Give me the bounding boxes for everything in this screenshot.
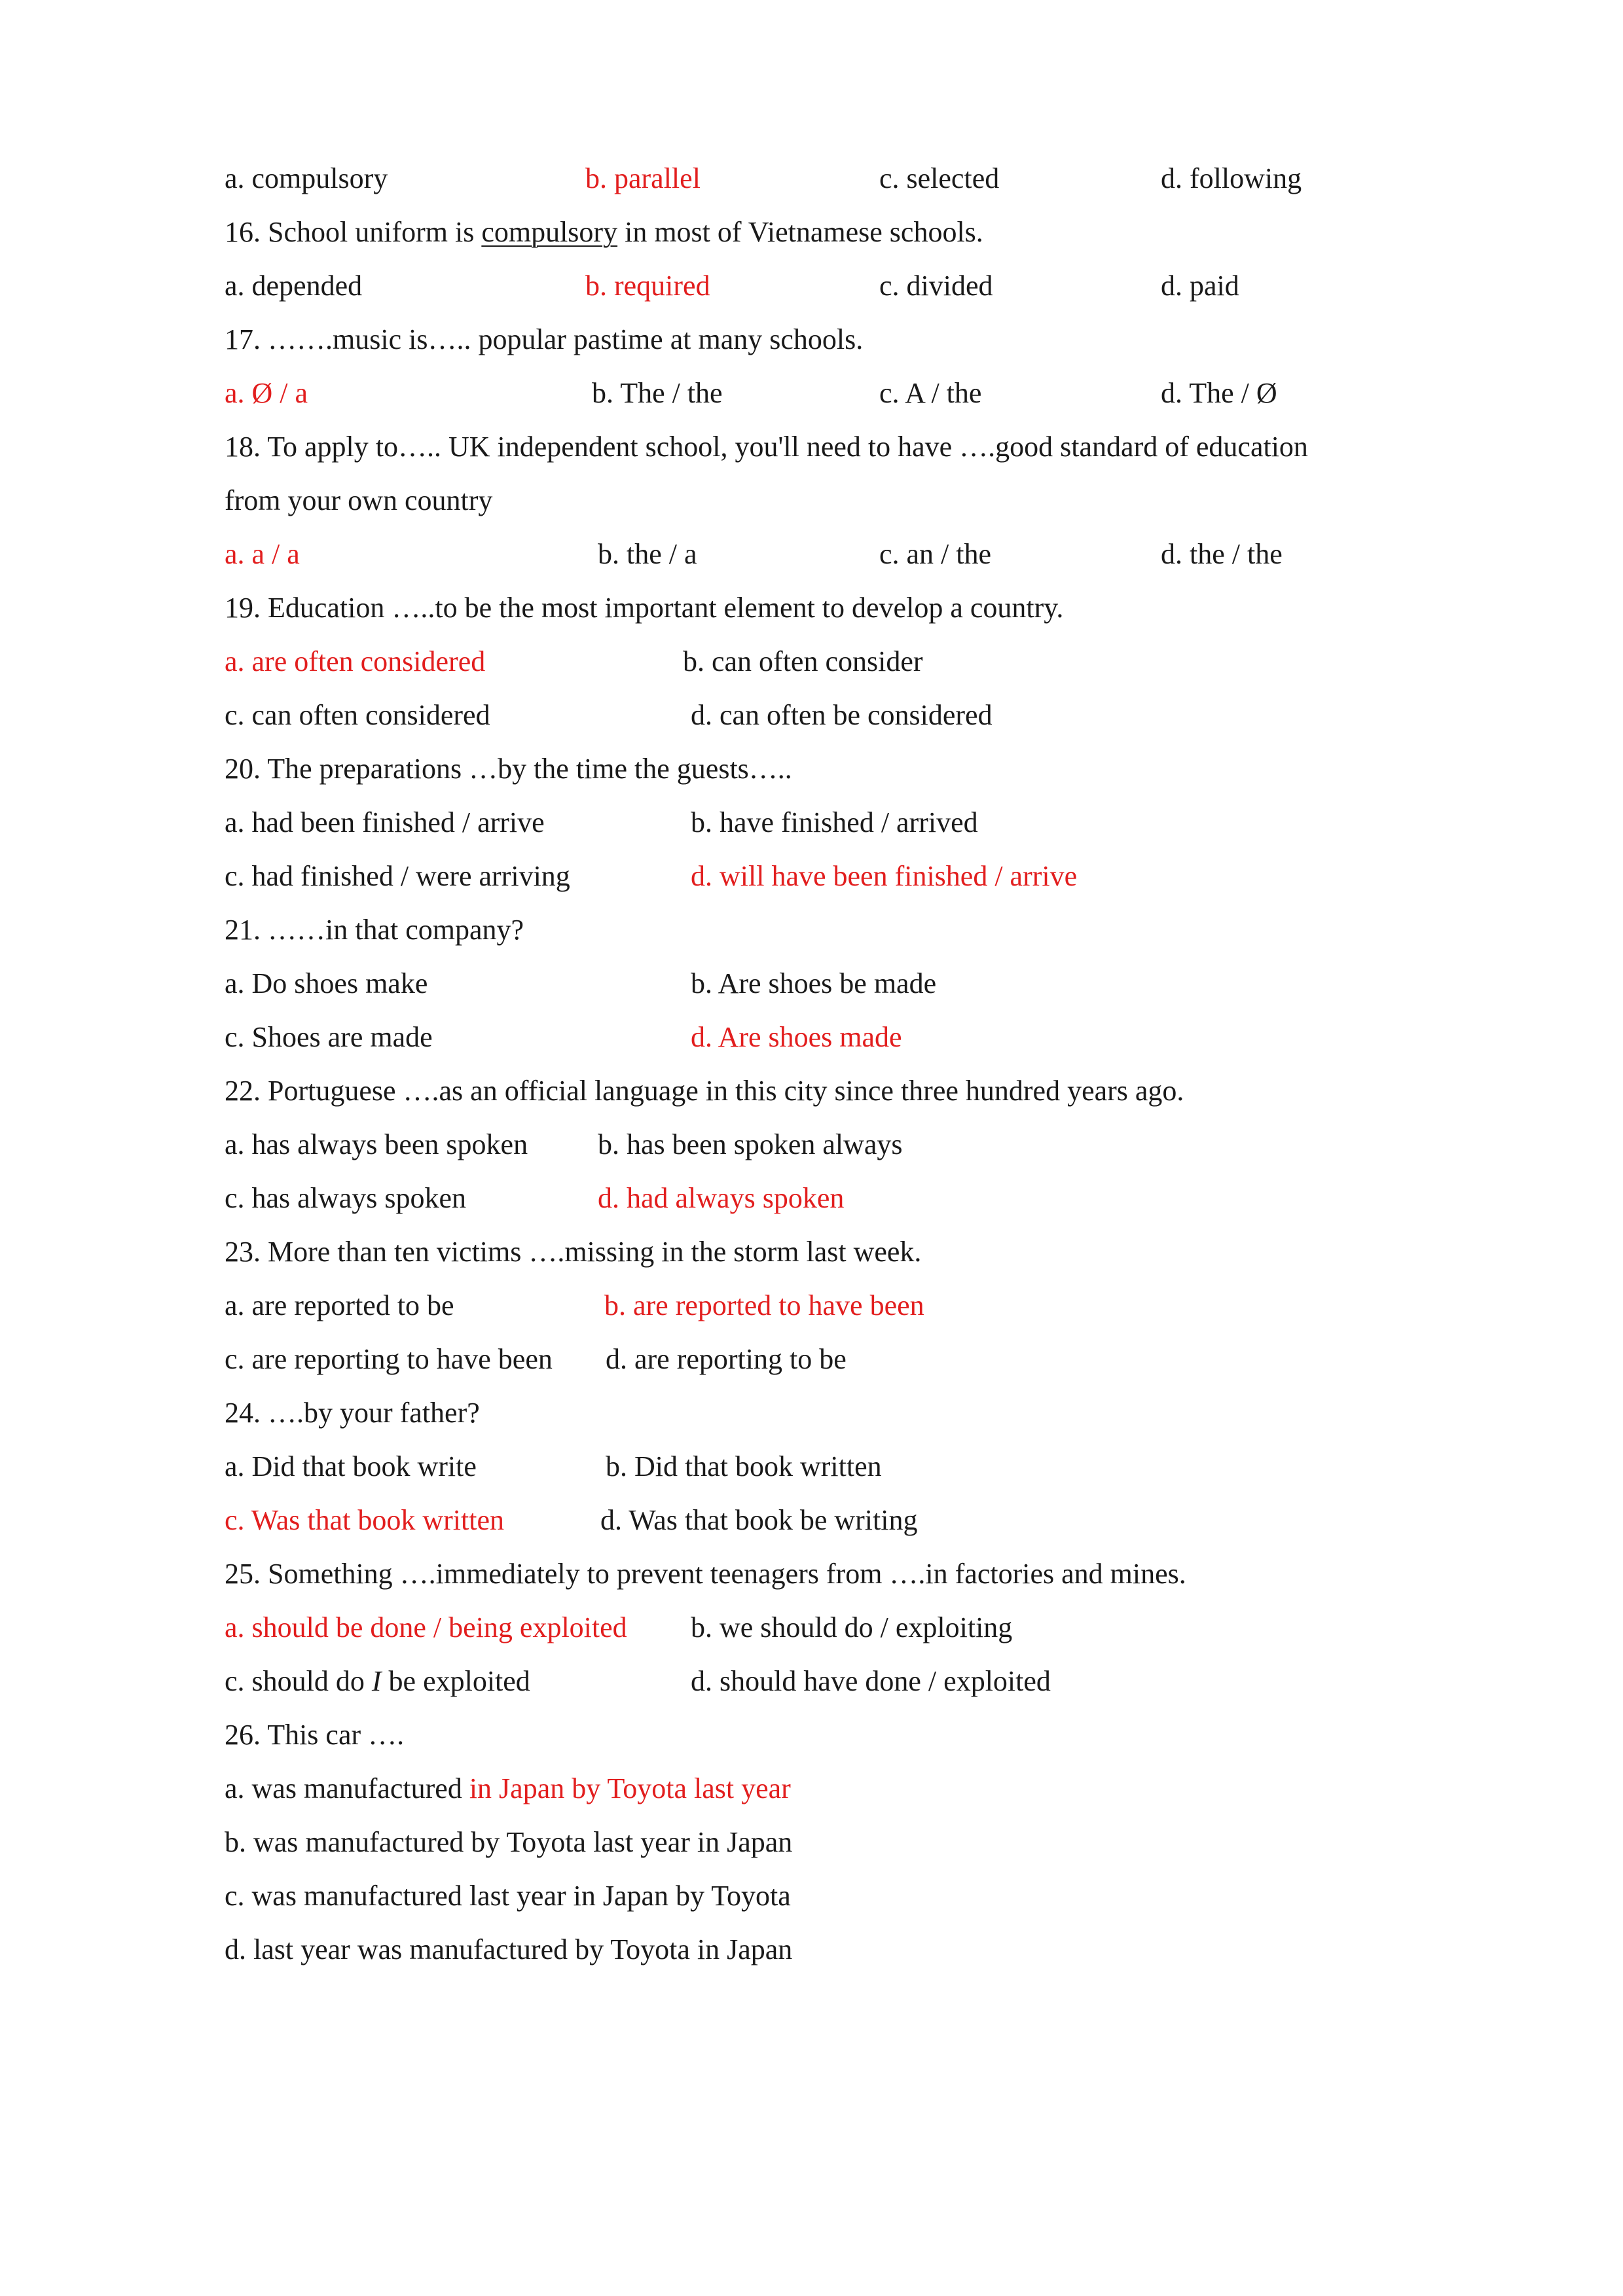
q24-option-d: d. Was that book be writing: [600, 1504, 918, 1536]
q25-option-d: d. should have done / exploited: [691, 1665, 1051, 1697]
q18-option-d: d. the / the: [1161, 538, 1283, 570]
q19-option-d: d. can often be considered: [691, 699, 993, 731]
q17-option-c: c. A / the: [879, 377, 982, 409]
q17-option-d: d. The / Ø: [1161, 377, 1277, 409]
q19-option-b: b. can often consider: [683, 645, 923, 677]
q20-option-b: b. have finished / arrived: [691, 806, 978, 838]
q18-option-b: b. the / a: [598, 538, 697, 570]
q17-option-b: b. The / the: [592, 377, 723, 409]
q15-option-d: d. following: [1161, 162, 1302, 194]
q19-stem: 19. Education …..to be the most important element to develop a country.: [225, 592, 1064, 624]
q18-option-a-answer: a. a / a: [225, 538, 300, 570]
q22-option-b: b. has been spoken always: [598, 1128, 903, 1160]
q25-option-c-suffix: be exploited: [381, 1665, 530, 1697]
q26-option-a-prefix: a. was manufactured: [225, 1772, 469, 1804]
q20-option-d-answer: d. will have been finished / arrive: [691, 860, 1078, 892]
q25-option-a-answer: a. should be done / being exploited: [225, 1611, 627, 1643]
q18-stem-line1: 18. To apply to….. UK independent school, you'll need to have ….good standard of education: [225, 431, 1308, 463]
q24-option-a: a. Did that book write: [225, 1450, 477, 1482]
q22-option-d-answer: d. had always spoken: [598, 1182, 845, 1214]
q26-option-a-answer-highlight: in Japan by Toyota last year: [469, 1772, 791, 1804]
q19-option-c: c. can often considered: [225, 699, 490, 731]
q25-stem: 25. Something ….immediately to prevent teenagers from ….in factories and mines.: [225, 1558, 1186, 1590]
q21-option-c: c. Shoes are made: [225, 1021, 433, 1053]
q24-option-c-answer: c. Was that book written: [225, 1504, 505, 1536]
q23-option-d: d. are reporting to be: [606, 1343, 847, 1375]
q26-option-d: d. last year was manufactured by Toyota in Japan: [225, 1933, 793, 1965]
q16-underlined-word: compulsory: [481, 216, 618, 248]
q16-option-d: d. paid: [1161, 270, 1239, 302]
q15-option-a: a. compulsory: [225, 162, 388, 194]
q16-option-a: a. depended: [225, 270, 363, 302]
q15-option-b-answer: b. parallel: [585, 162, 701, 194]
q16-stem-prefix: 16. School uniform is: [225, 216, 482, 248]
q26-option-b: b. was manufactured by Toyota last year in Japan: [225, 1826, 793, 1858]
q24-stem: 24. ….by your father?: [225, 1397, 480, 1429]
q17-option-a-answer: a. Ø / a: [225, 377, 308, 409]
q23-option-b-answer: b. are reported to have been: [604, 1289, 924, 1321]
q26-stem: 26. This car ….: [225, 1719, 405, 1751]
q16-stem-suffix: in most of Vietnamese schools.: [617, 216, 983, 248]
q18-stem-line2: from your own country: [225, 484, 493, 516]
q22-option-c: c. has always spoken: [225, 1182, 467, 1214]
q21-stem: 21. ……in that company?: [225, 914, 524, 946]
q25-option-b: b. we should do / exploiting: [691, 1611, 1013, 1643]
q16-option-b-answer: b. required: [585, 270, 710, 302]
q21-option-a: a. Do shoes make: [225, 967, 428, 999]
q25-option-c: [225, 1662, 530, 1701]
q18-option-c: c. an / the: [879, 538, 992, 570]
q25-option-c-italic: I: [371, 1665, 382, 1697]
q26-option-c: c. was manufactured last year in Japan by Toyota: [225, 1880, 791, 1912]
q16-stem: [225, 213, 983, 252]
q26-option-a: [225, 1769, 791, 1808]
q20-stem: 20. The preparations …by the time the guests…..: [225, 753, 792, 785]
q22-option-a: a. has always been spoken: [225, 1128, 528, 1160]
q22-stem: 22. Portuguese ….as an official language in this city since three hundred years ago.: [225, 1075, 1184, 1107]
q15-option-c: c. selected: [879, 162, 1000, 194]
q20-option-a: a. had been finished / arrive: [225, 806, 545, 838]
q23-option-a: a. are reported to be: [225, 1289, 454, 1321]
q16-option-c: c. divided: [879, 270, 993, 302]
q25-option-c-prefix: c. should do: [225, 1665, 372, 1697]
q21-option-b: b. Are shoes be made: [691, 967, 937, 999]
q23-stem: 23. More than ten victims ….missing in the storm last week.: [225, 1236, 922, 1268]
q19-option-a-answer: a. are often considered: [225, 645, 486, 677]
q17-stem: 17. …….music is….. popular pastime at many schools.: [225, 323, 864, 355]
q24-option-b: b. Did that book written: [606, 1450, 882, 1482]
q21-option-d-answer: d. Are shoes made: [691, 1021, 902, 1053]
q20-option-c: c. had finished / were arriving: [225, 860, 570, 892]
q23-option-c: c. are reporting to have been: [225, 1343, 553, 1375]
